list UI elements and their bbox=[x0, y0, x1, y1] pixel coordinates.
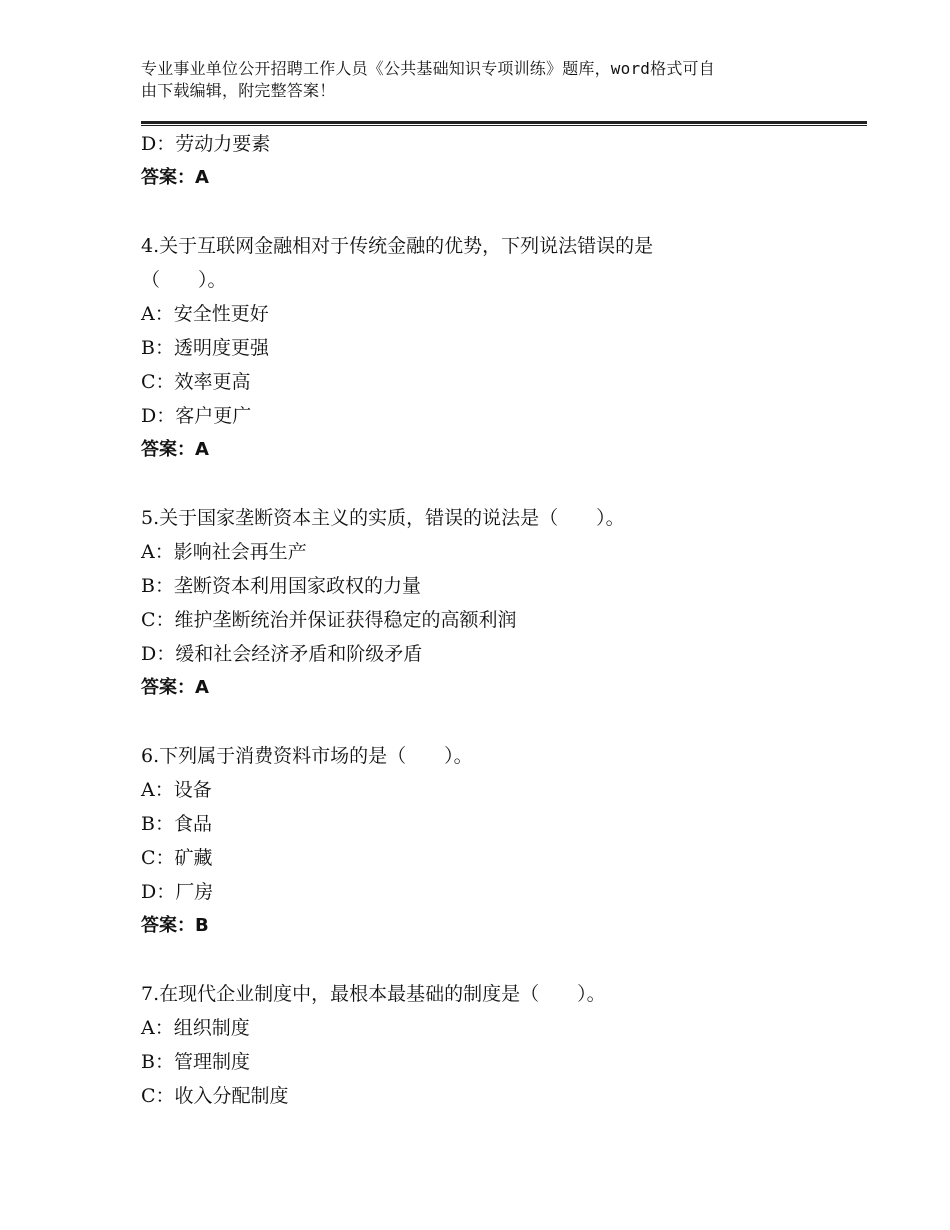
option-d: D：劳动力要素 bbox=[141, 133, 271, 155]
option-b: B：透明度更强 bbox=[141, 337, 269, 359]
answer: 答案：A bbox=[141, 167, 209, 188]
option-a: A：安全性更好 bbox=[141, 303, 269, 325]
option-c: C：矿藏 bbox=[141, 847, 213, 869]
option-a: A：设备 bbox=[141, 779, 212, 801]
option-c: C：效率更高 bbox=[141, 371, 251, 393]
question-title-continued: （ ）。 bbox=[141, 269, 227, 291]
spacer bbox=[141, 195, 841, 229]
page-header bbox=[141, 58, 821, 102]
spacer bbox=[141, 705, 841, 739]
question-title: 7.在现代企业制度中，最根本最基础的制度是（ ）。 bbox=[141, 983, 606, 1005]
question-title: 4.关于互联网金融相对于传统金融的优势，下列说法错误的是 bbox=[141, 235, 654, 257]
option-c: C：收入分配制度 bbox=[141, 1085, 289, 1107]
header-line-2: 由下载编辑，附完整答案！ bbox=[141, 81, 336, 100]
question-7 bbox=[141, 977, 841, 1113]
option-d: D：缓和社会经济矛盾和阶级矛盾 bbox=[141, 643, 423, 665]
spacer bbox=[141, 467, 841, 501]
spacer bbox=[141, 943, 841, 977]
question-4 bbox=[141, 229, 841, 467]
option-a: A：组织制度 bbox=[141, 1017, 250, 1039]
option-c: C：维护垄断统治并保证获得稳定的高额利润 bbox=[141, 609, 517, 631]
question-title: 5.关于国家垄断资本主义的实质，错误的说法是（ ）。 bbox=[141, 507, 625, 529]
option-b: B：垄断资本利用国家政权的力量 bbox=[141, 575, 421, 597]
question-5 bbox=[141, 501, 841, 705]
option-b: B：管理制度 bbox=[141, 1051, 250, 1073]
question-title: 6.下列属于消费资料市场的是（ ）。 bbox=[141, 745, 473, 767]
option-d: D：客户更广 bbox=[141, 405, 252, 427]
question-6 bbox=[141, 739, 841, 943]
answer: 答案：A bbox=[141, 439, 209, 460]
header-divider bbox=[141, 121, 867, 126]
option-b: B：食品 bbox=[141, 813, 212, 835]
option-a: A：影响社会再生产 bbox=[141, 541, 307, 563]
option-d: D：厂房 bbox=[141, 881, 214, 903]
header-line-1: 专业事业单位公开招聘工作人员《公共基础知识专项训练》题库，word格式可自 bbox=[141, 59, 715, 78]
question-list bbox=[141, 127, 841, 1113]
answer: 答案：B bbox=[141, 915, 209, 936]
answer: 答案：A bbox=[141, 677, 209, 698]
